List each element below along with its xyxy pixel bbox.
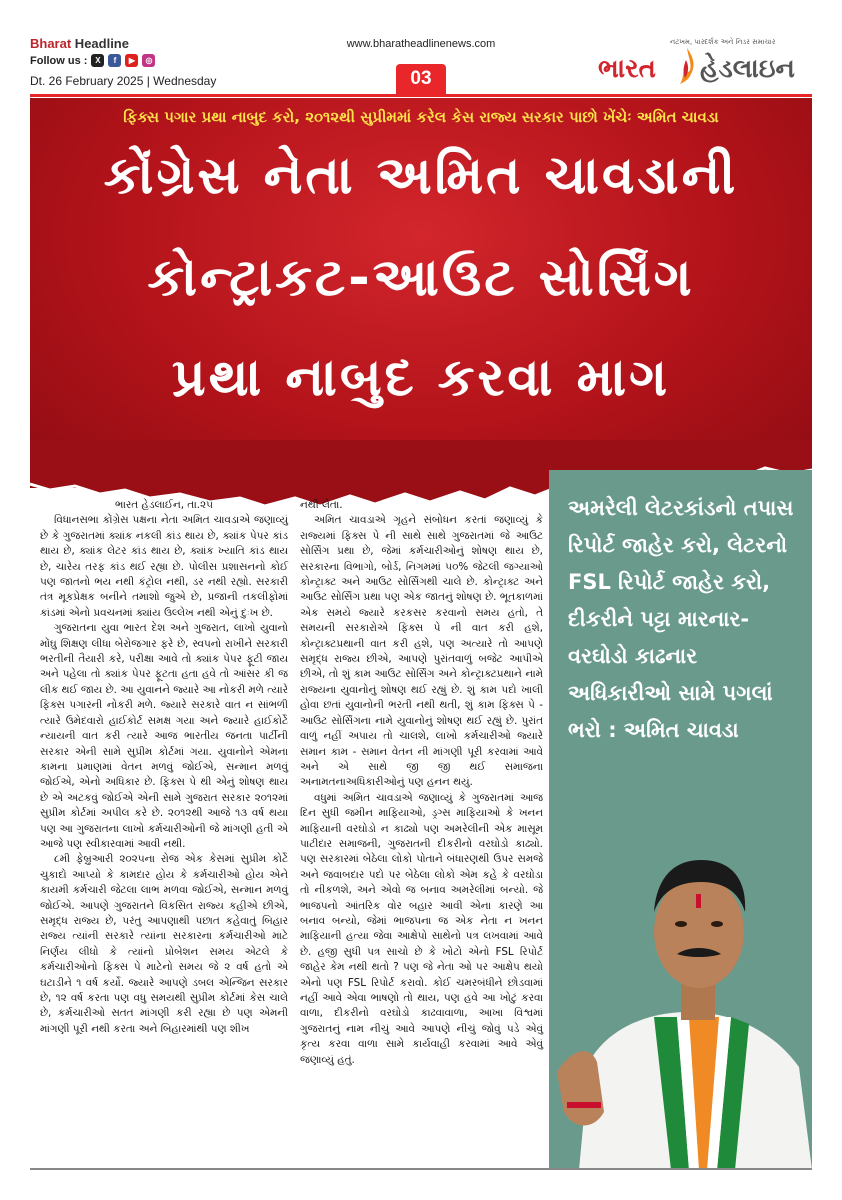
logo-text-headline: હેડલાઇન [700,54,795,84]
article-paragraph: ૮મી ફેબ્રુઆરી ૨૦૨૫ના રોજ એક કેસમાં સુપ્રીમ કોર્ટે ચુકાદો આપ્યો કે કામદાર હોય કે કર્મચારીઓ હોય એને કાયમી કર્મચારી જેટલા લાભ મળવા જોઈએ, સન્માન મળવું જોઈએ. આપણે ગુજરાતને વિકસિત રાજ્ય કહીએ છીએ, સમૃદ્ધ રાજ્ય છે, પરંતુ આપણાથી પછાત કહેવાતું બિહાર રાજ્ય ત્યાંની સરકારે ત્યાંના સરકારના કર્મચારીઓ માટે નિર્ણય લીધો કે ત્યાંનો પ્રોબેશન સમય એટલે કે કર્મચારીઓનો ફિક્સ પે માટેનો સમય જે ૨ વર્ષ હતો એ ઘટાડીને ૧ વર્ષ કર્યો. જ્યારે આપણે ડબલ એન્જિન સરકાર છે, ૧૨ વર્ષ કરતા પણ વધુ સમયથી સુપ્રીમ કોર્ટમાં કેસ ચાલે છે, કર્મચારીઓ સતત માંગણી કરી રહ્યા છે પણ એમની માંગણી પૂરી નથી કરતા અને બિહારમાંથી પણ શીખ [40,853,288,1035]
header-rule [30,94,812,97]
facebook-icon[interactable]: f [108,54,121,67]
main-headline-line-1: કોંગ્રેસ નેતા અમિત ચાવડાની [103,146,739,206]
page-number: 03 [396,64,446,94]
flame-logo-icon [676,46,698,86]
headline-banner [30,98,812,488]
sub-headline: ફિક્સ પગાર પ્રથા નાબુદ કરો, ૨૦૧૨થી સુપ્રીમમાં કરેલ કેસ રાજ્ય સરકાર પાછો ખેંચેઃ અમિત ચાવડા [123,108,719,126]
politician-photo [549,812,812,1170]
logo-tagline: નટખમ, પારદર્શક અને નિડર સમાચાર [670,38,776,46]
article-paragraph: ગુજરાતના યુવા ભારત દેશ અને ગુજરાત, લાખો યુવાનો મોંઘુ શિક્ષણ લીધા બેરોજગાર ફરે છે, સ્વપનો રાખીને સરકારી ભરતીની તૈયારી કરે, પરીક્ષા આવે તો ક્યાંક પેપર ફૂટી જાય અને પહેલા તો ક્યાંક પેપર ફૂટતા હતા હવે તો આંસર કી જ લીક થઈ જાય છે. આ યુવાનને જ્યારે આ નોકરી મળે ત્યારે ફિક્સ પગારની નોકરી મળે. જ્યારે સરકારે વાત ન સાંભળી ત્યારે ઉમેદવારો હાઈકોર્ટ સમક્ષ ગયા અને જ્યારે હાઈકોર્ટે ન્યાયની વાત કરી ત્યારે આજ ભારતીય જનતા પાર્ટીની સરકાર એની સામે સુપ્રીમ કોર્ટમાં ગયા. યુવાનોને એમના કામના પ્રમાણમાં વેતન મળવું જોઈએ, સન્માન મળવું જોઈએ, એનો અધિકાર છે. ફિક્સ પે થી એનું શોષણ થાય છે એ અટકવું જોઈએ એની સામે ગુજરાત સરકાર ૨૦૧૨માં સુપ્રીમ કોર્ટમાં અપીલ કરે છે. ૨૦૧૨થી આજે ૧૩ વર્ષ થયા પણ આ ગુજરાતના લાખો કર્મચારીઓની જે માંગણી હતી એ આજે પણ સ્વીકારવામાં આવી નથી. [40,622,288,850]
x-icon[interactable]: X [91,54,104,67]
article-paragraph: અમિત ચાવડાએ ગૃહને સંબોધન કરતાં જણાવ્યું કે રાજ્યમાં ફિક્સ પે ની સાથે સાથે ગુજરાતમાં જે આઉટ સોર્સિંગ પ્રથા છે, જેમાં કર્મચારીઓનું શોષણ થાય છે, સરકારના વિભાગો, બોર્ડ, નિગમમાં ૫૦% જેટલી જગ્યાઓ કોન્ટ્રાક્ટ અને આઉટ સોર્સિંગથી ચાલે છે. કોન્ટ્રાક્ટ અને આઉટ સોર્સિંગ પ્રથા પણ એક જાતનું શોષણ છે. ભૂતકાળમાં એક સમયે જ્યારે કરકસર કરવાનો સમય હતો, તે સમયની સરકારોએ ફિક્સ પે ની વાત કરી હશે, કોન્ટ્રાક્ટપ્રથાની વાત કરી હશે, પણ અત્યારે તો આપણે સમૃદ્ધ રાજ્ય છીએ, આપણે પુરાંતવાળું બજેટ આપીએ છીએ, તો શું કામ આઉટ સોર્સિંગ અને કોન્ટ્રાક્ટપ્રથાને નામે રાજ્યના યુવાનોનું શોષણ થઈ રહ્યું છે. શું કામ પદો ખાલી હોવા છતાં યુવાનોની ભરતી નથી થતી, શું કામ ફિક્સ પે - આઉટ સોર્સિંગના નામે યુવાનોનું શોષણ થઈ રહ્યું છે. પુરાંત વાળું નહીં અપાય તો ચાલશે, લાખો કર્મચારીઓ જ્યારે સમાન કામ - સમાન વેતન ની માંગણી પૂરી કરવામાં આવે અને એ સાથે જી જી થઈ સમાજના અનામતનાઅધિકારીઓનું પણ હનન થયું. [300,514,543,789]
main-headline-line-2: કોન્ટ્રાકટ-આઉટ સોર્સિંગ [147,248,695,308]
website-url[interactable]: www.bharatheadlinenews.com [346,38,496,50]
follow-us-row [30,54,155,67]
issue-date: Dt. 26 February 2025 | Wednesday [30,74,217,88]
youtube-icon[interactable]: ▶ [125,54,138,67]
dateline: ભારત હેડલાઈન, તા.૨૫ [115,499,213,511]
brand-name-part1: Bharat [30,36,72,51]
masthead [0,0,842,96]
article-column-1 [40,498,288,1037]
follow-us-label: Follow us : [30,54,88,67]
brand-name-part2: Headline [71,36,129,51]
footer-rule [30,1168,812,1170]
instagram-icon[interactable]: ◎ [142,54,155,67]
sidebar-headline: અમરેલી લેટરકાંડનો તપાસ રિપોર્ટ જાહેર કરો, લેટરનો FSL રિપોર્ટ જાહેર કરો, દીકરીને પટ્ટા મારનાર-વરઘોડો કાઢનાર અધિકારીઓ સામે પગલાં ભરો : અમિત ચાવડા [568,496,794,742]
article-column-2 [300,498,543,1068]
article-paragraph: વધુમાં અમિત ચાવડાએ જણાવ્યું કે ગુજરાતમાં આજ દિન સુધી જમીન માફિયાઓ, ડ્રગ્સ માફિયાઓ કે ખનન માફિયાની વરઘોડો ન કાઢ્યો પણ અમરેલીની એક માસૂમ પાટીદાર સમાજની, ગુજરાતની દીકરીનો વરઘોડો કાઢ્યો. પણ સરકારમાં બેઠેલા લોકો પોતાને બંધારણથી ઉપર સમજે અને જવાબદાર પદો પર બેઠેલા લોકો એમ કહે કે વરઘોડા તો નીકળશે, અને એવો જ બનાવ અમરેલીમાં બન્યો. જે ભાજપનો આંતરિક વોર બહાર આવી એના કારણે આ બનાવ બન્યો, જેમાં ભાજપના જ એક નેતા ન ખનન માફિયાની હત્યા જેવા આક્ષેપો સાથેનો પત્ર લખવામાં આવે છે. હજી સુધી પત્ર સાચો છે કે ખોટો એનો FSL રિપોર્ટ જાહેર કેમ નથી થતો ? પણ જે નેતા ઓ પર આક્ષેપ થયો એનો પણ FSL રિપોર્ટ કરાવો. કોઈ ચમરબંધીને છોડવામાં નહીં આવે એવા ભાષણો તો થાય, પણ હવે આ ખોટું કરવા વાળા, દીકરીનો વરઘોડો કાઢવાવાળા, આખા વિશ્વમાં ગુજરાતનું નામ નીચું આવે આપણે નીચું જોવું પડે એવું કૃત્ય કરવા વાળા સામે કાર્યવાહી કરવામાં આવે એવું જણાવ્યું હતું. [300,791,543,1066]
logo-text-bharat: ભારત [598,54,656,84]
article-paragraph: વિધાનસભા કોંગ્રેસ પક્ષના નેતા અમિત ચાવડાએ જણાવ્યું છે કે ગુજરાતમાં ક્યાંક નકલી કાંડ થાય છે, ક્યાંક પેપર કાંડ થાય છે, ક્યાંક લેટર કાંડ થાય છે, ક્યાંક ખ્યાતિ કાંડ થાય છે, ચારેય તરફ કાંડ થઈ રહ્યા છે. પોલીસ પ્રશાસનનો કોઈ પણ જાતનો ભય નથી કંટ્રોલ નથી, ડર નથી રહ્યો. સરકારી તંત્ર મૂકપ્રેક્ષક બનીને તમાશો જુએ છે, પ્રજાની તકલીફોમાં કાંડમાં એનો પ્રવચનમાં ક્યાંય ઉલ્લેખ નથી એનું દુઃખ છે. [40,514,288,619]
main-headline-line-3: પ્રથા નાબુદ કરવા માગ [171,348,671,408]
article-continuation: નથી લેતા. [300,499,343,511]
